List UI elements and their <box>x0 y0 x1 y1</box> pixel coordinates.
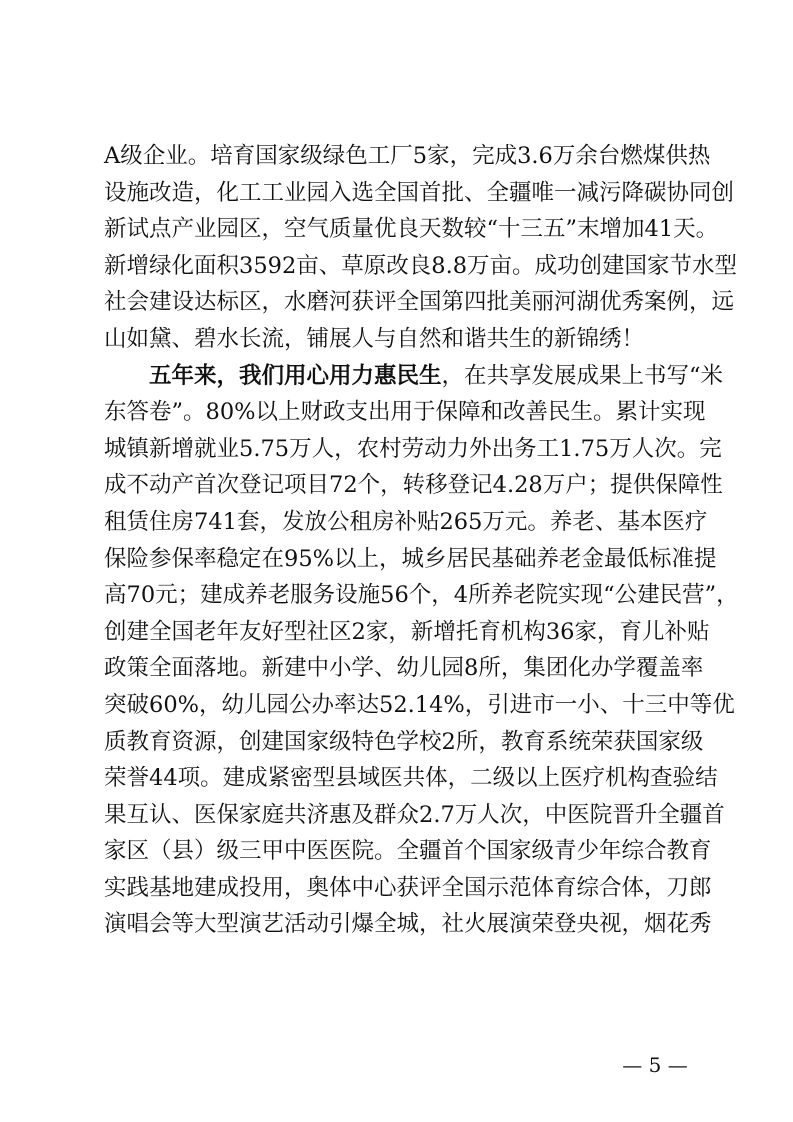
text-line: 实践基地建成投用，奥体中心获评全国示范体育综合体，刀郎 <box>104 874 712 901</box>
text-line: 荣誉44项。建成紧密型县域医共体，二级以上医疗机构查验结 <box>104 765 718 792</box>
text-line: 家区（县）级三甲中医医院。全疆首个国家级青少年综合教育 <box>104 838 712 865</box>
text-line: 创建全国老年友好型社区2家，新增托育机构36家，育儿补贴 <box>104 618 710 645</box>
text-line: 山如黛、碧水长流，铺展人与自然和谐共生的新锦绣！ <box>104 325 645 352</box>
text-line: 突破60%，幼儿园公办率达52.14%，引进市一小、十三中等优 <box>104 691 735 718</box>
paragraph-rest: ，在共享发展成果上书写“米 <box>441 362 724 389</box>
text-line: 政策全面落地。新建中小学、幼儿园8所，集团化办学覆盖率 <box>104 655 704 682</box>
text-line: 租赁住房741套，发放公租房补贴265万元。养老、基本医疗 <box>104 508 708 535</box>
text-line: 保险参保率稳定在95%以上，城乡居民基础养老金最低标准提 <box>104 545 717 572</box>
text-line: A级企业。培育国家级绿色工厂5家，完成3.6万余台燃煤供热 <box>104 143 711 169</box>
paragraph-lead-phrase: 五年来，我们用心用力惠民生 <box>149 362 442 389</box>
text-line: 设施改造，化工工业园入选全国首批、全疆唯一减污降碳协同创 <box>104 179 735 206</box>
paragraph-first-line <box>104 358 724 395</box>
text-line: 高70元；建成养老服务设施56个，4所养老院实现“公建民营”， <box>104 582 739 609</box>
text-line: 成不动产首次登记项目72个，转移登记4.28万户；提供保障性 <box>104 472 723 499</box>
text-line: 城镇新增就业5.75万人，农村劳动力外出务工1.75万人次。完 <box>104 435 722 462</box>
text-line: 新试点产业园区，空气质量优良天数较“十三五”末增加41天。 <box>104 216 719 243</box>
text-line: 质教育资源，创建国家级特色学校2所，教育系统荣获国家级 <box>104 728 704 755</box>
text-line: 新增绿化面积3592亩、草原改良8.8万亩。成功创建国家节水型 <box>104 252 738 279</box>
text-line: 东答卷”。80%以上财政支出用于保障和改善民生。累计实现 <box>104 399 706 426</box>
text-line: 演唱会等大型演艺活动引爆全城，社火展演荣登央视，烟花秀 <box>104 911 712 938</box>
text-line: 果互认、医保家庭共济惠及群众2.7万人次，中医院晋升全疆首 <box>104 801 725 828</box>
text-line: 社会建设达标区，水磨河获评全国第四批美丽河湖优秀案例，远 <box>104 289 735 316</box>
body-text <box>104 138 739 943</box>
page-number: — 5 — <box>622 1053 688 1077</box>
